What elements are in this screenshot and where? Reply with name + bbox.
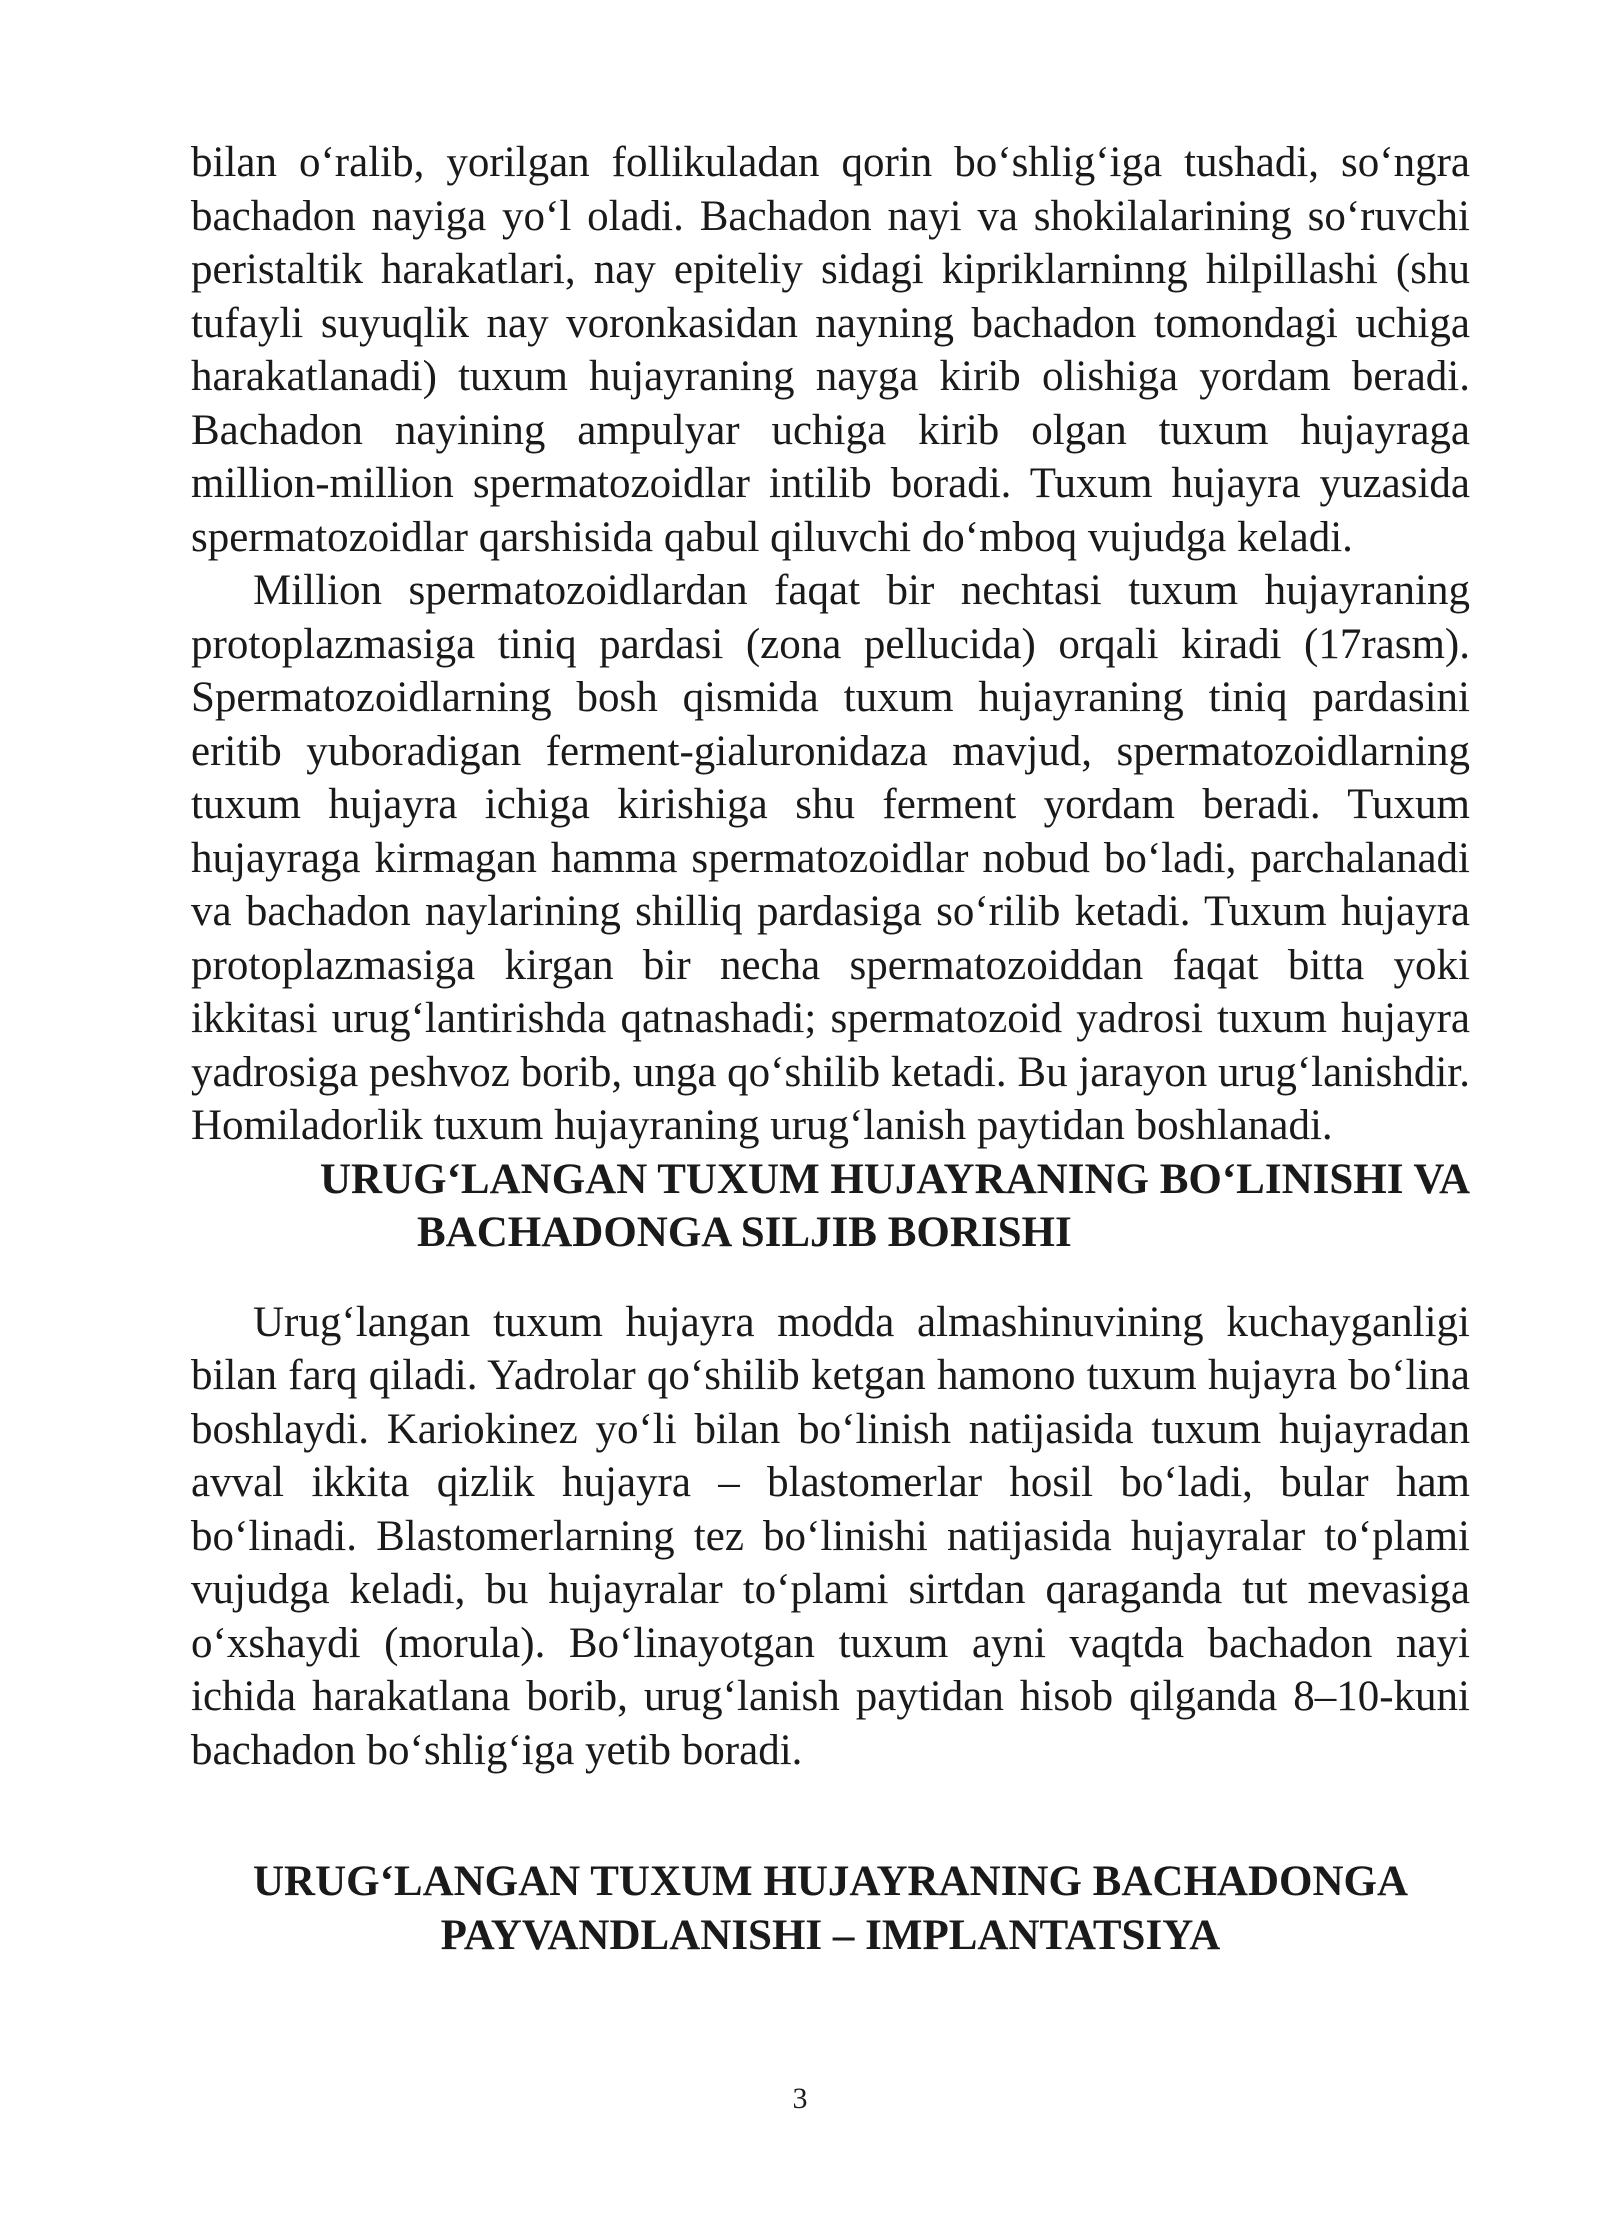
- heading-line: URUG‘LANGAN TUXUM HUJAYRANING BACHADONGA: [252, 1858, 1409, 1905]
- section-heading-cleavage: [191, 1153, 1470, 1260]
- document-page: [191, 136, 1470, 1962]
- section-heading-implantation: [191, 1855, 1470, 1962]
- page-number: 3: [792, 2082, 808, 2115]
- heading-line: URUG‘LANGAN TUXUM HUJAYRANING BO‘LINISHI VA: [320, 1155, 1470, 1203]
- heading-line: PAYVANDLANISHI – IMPLANTATSIYA: [440, 1911, 1221, 1959]
- paragraph-cleavage: Urug‘langan tuxum hujayra modda almashinuvining kuchayganligi bilan farq qiladi. Yadrolar qo‘shilib ketgan hamono tuxum hujayra bo‘lina boshlaydi. Kariokinez yo‘li bilan bo‘linish natijasida tuxum hujayradan avval ikkita qizlik hujayra – blastomerlar hosil bo‘ladi, bular ham bo‘linadi. Blastomerlarning tez bo‘linishi natijasida hujayralar to‘plami vujudga keladi, bu hujayralar to‘plami sirtdan qaraganda tut mevasiga o‘xshaydi (morula). Bo‘linayotgan tuxum ayni vaqtda bachadon nayi ichida harakatlana borib, urug‘lanish paytidan hisob qilganda 8–10-kuni bachadon bo‘shlig‘iga yetib boradi.: [191, 1298, 1470, 1774]
- paragraph-fertilization-intro: bilan o‘ralib, yorilgan follikuladan qorin bo‘shlig‘iga tushadi, so‘ngra bachadon nayiga yo‘l oladi. Bachadon nayi va shokilalarining so‘ruvchi peristaltik harakatlari, nay epiteliy sidagi kipriklarninng hilpillashi (shu tufayli suyuqlik nay voronkasidan nayning bachadon tomondagi uchiga harakatlanadi) tuxum hujayraning nayga kirib olishiga yordam beradi. Bachadon nayining ampulyar uchiga kirib olgan tuxum hujayraga million-million spermatozoidlar intilib boradi. Tuxum hujayra yuzasida spermatozoidlar qarshisida qabul qiluvchi do‘mboq vujudga keladi.: [191, 139, 1470, 561]
- paragraph-spermatozoa: Million spermatozoidlardan faqat bir nechtasi tuxum hujayraning protoplazmasiga tiniq pardasi (zona pellucida) orqali kiradi (17rasm). Spermatozoidlarning bosh qismida tuxum hujayraning tiniq pardasini eritib yuboradigan ferment-gialuronidaza mavjud, spermatozoidlarning tuxum hujayra ichiga kirishiga shu ferment yordam beradi. Tuxum hujayraga kirmagan hamma spermatozoidlar nobud bo‘ladi, parchalanadi va bachadon naylarining shilliq pardasiga so‘rilib ketadi. Tuxum hujayra protoplazmasiga kirgan bir necha spermatozoiddan faqat bitta yoki ikkitasi urug‘lantirishda qatnashadi; spermatozoid yadrosi tuxum hujayra yadrosiga peshvoz borib, unga qo‘shilib ketadi. Bu jarayon urug‘lanishdir. Homiladorlik tuxum hujayraning urug‘lanish paytidan boshlanadi.: [191, 567, 1470, 1149]
- heading-line: BACHADONGA SILJIB BORISHI: [417, 1209, 1072, 1256]
